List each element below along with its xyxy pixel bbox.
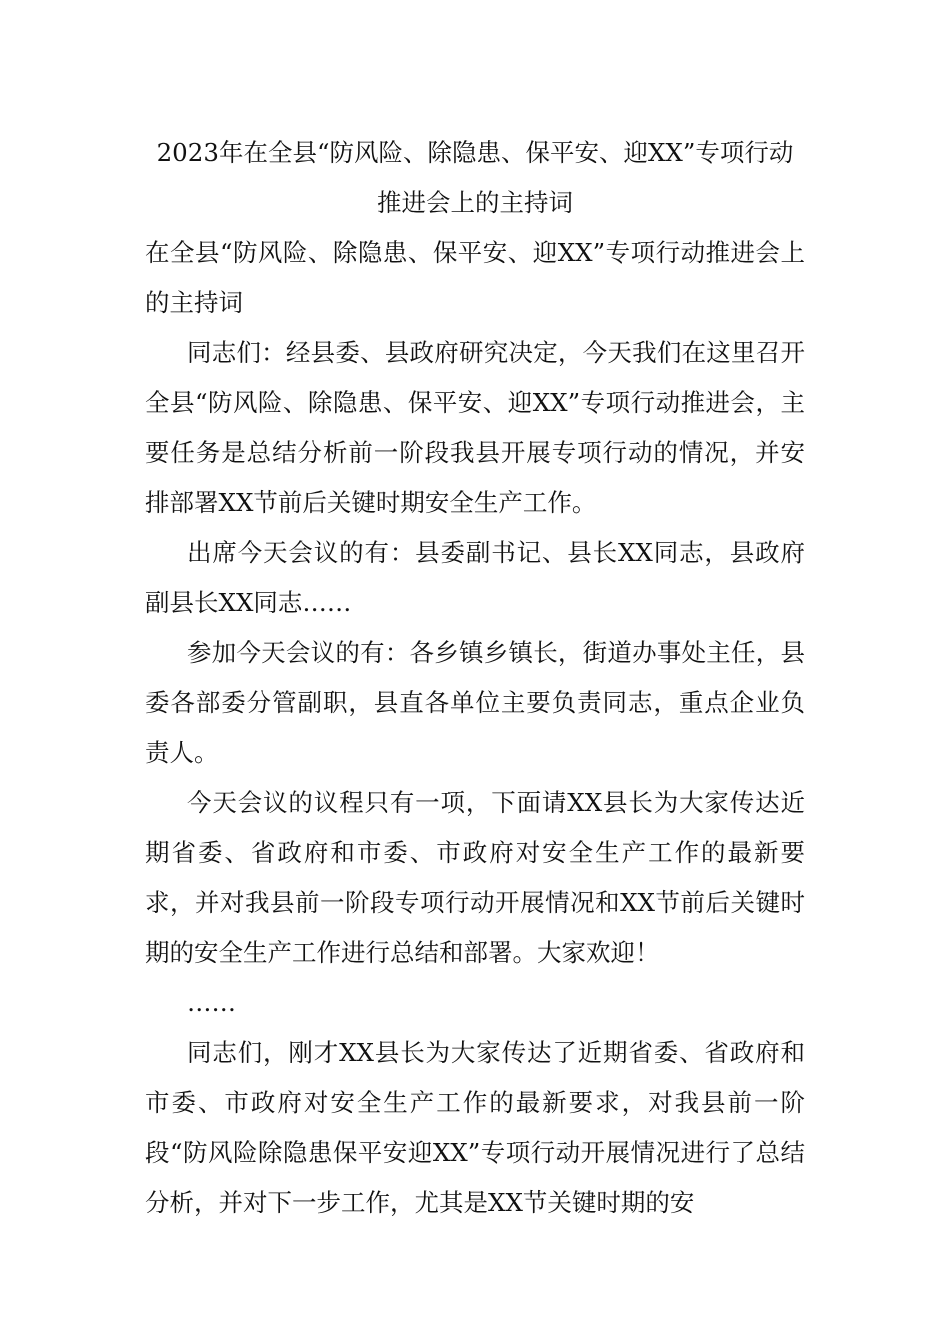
paragraph-ellipsis: …… <box>187 988 236 1017</box>
paragraph-participants: 参加今天会议的有：各乡镇乡镇长，街道办事处主任，县委各部委分管副职，县直各单位主要负责同志，重点企业负责人。 <box>145 638 805 767</box>
paragraph-attendees: 出席今天会议的有：县委副书记、县长XX同志，县政府副县长XX同志…… <box>145 538 805 617</box>
document-title: 2023年在全县“防风险、除隐患、保平安、迎XX”专项行动推进会上的主持词 <box>156 138 794 217</box>
paragraph-summary: 同志们，刚才XX县长为大家传达了近期省委、省政府和市委、市政府对安全生产工作的最新要求，对我县前一阶段“防风险除隐患保平安迎XX”专项行动开展情况进行了总结分析，并对下一步工作，尤其是XX节关键时期的安 <box>145 1038 805 1217</box>
paragraph-agenda: 今天会议的议程只有一项，下面请XX县长为大家传达近期省委、省政府和市委、市政府对安全生产工作的最新要求，并对我县前一阶段专项行动开展情况和XX节前后关键时期的安全生产工作进行总结和部署。大家欢迎！ <box>145 788 805 967</box>
paragraph-opening: 同志们：经县委、县政府研究决定，今天我们在这里召开全县“防风险、除隐患、保平安、迎XX”专项行动推进会，主要任务是总结分析前一阶段我县开展专项行动的情况，并安排部署XX节前后关键时期安全生产工作。 <box>145 338 805 517</box>
document-subtitle: 在全县“防风险、除隐患、保平安、迎XX”专项行动推进会上的主持词 <box>145 238 805 317</box>
document-body <box>145 128 805 1228</box>
